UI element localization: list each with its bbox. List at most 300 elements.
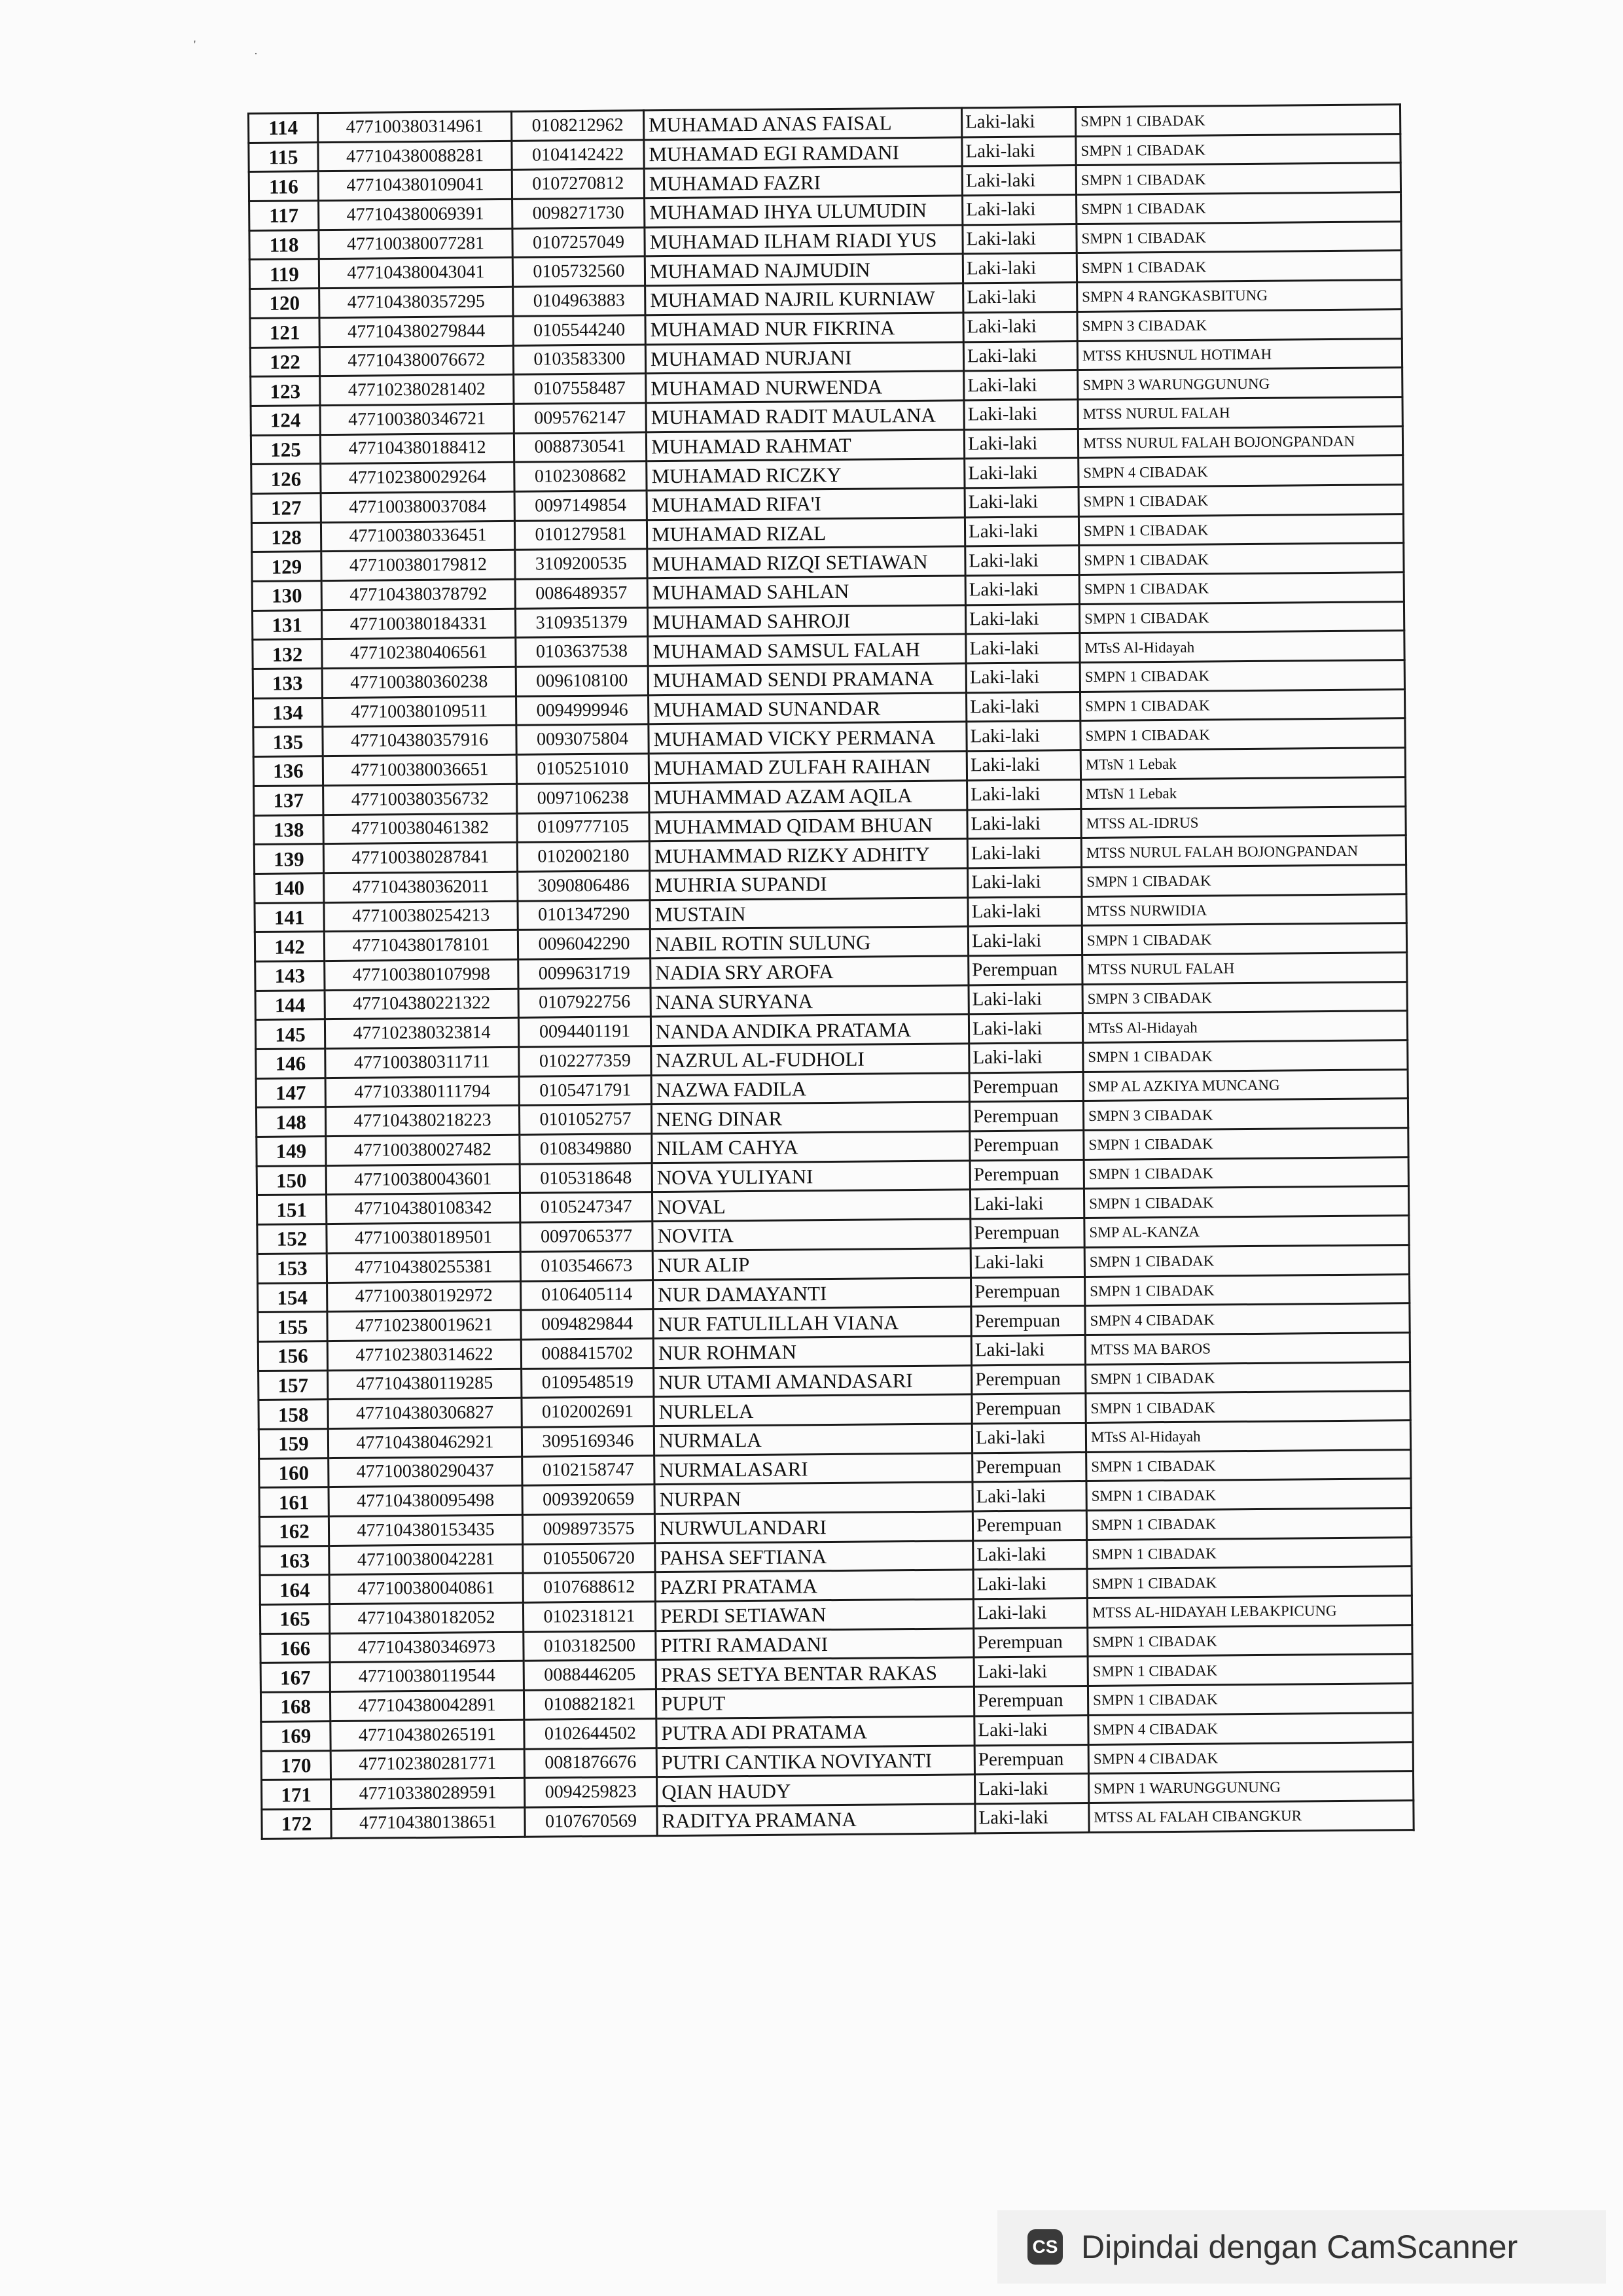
origin-school-cell: MTSS NURUL FALAH [1078,397,1402,429]
gender-cell: Laki-laki [964,370,1078,400]
nis-cell: 0102002180 [517,841,649,872]
nisn-cell: 477104380076672 [319,345,513,376]
nis-cell: 0106405114 [521,1280,653,1310]
student-name-cell: PAHSA SEFTIANA [655,1541,973,1573]
row-number: 119 [249,259,319,289]
nisn-cell: 477104380108342 [326,1193,520,1224]
gender-cell: Perempuan [974,1744,1088,1775]
student-name-cell: NOVITA [652,1219,971,1251]
row-number: 124 [251,406,320,436]
nis-cell: 0088446205 [524,1660,656,1690]
nis-cell: 0098973575 [522,1514,654,1544]
origin-school-cell: MTSS AL FALAH CIBANGKUR [1089,1800,1414,1832]
origin-school-cell: MTSS NURUL FALAH BOJONGPANDAN [1081,836,1406,868]
origin-school-cell: SMPN 3 CIBADAK [1082,981,1407,1014]
row-number: 115 [249,142,318,172]
row-number: 148 [256,1107,325,1137]
gender-cell: Laki-laki [969,1043,1083,1073]
nisn-cell: 477100380119544 [330,1661,524,1692]
student-name-cell: NURMALASARI [654,1453,972,1485]
nis-cell: 0097149854 [514,491,647,521]
student-name-cell: MUHAMAD IHYA ULUMUDIN [645,196,963,228]
nis-cell: 0105506720 [523,1543,655,1573]
student-name-cell: NUR ALIP [652,1248,971,1280]
student-name-cell: MUHAMAD NURJANI [645,342,963,374]
nisn-cell: 477104380042891 [330,1690,524,1721]
nis-cell: 0102318121 [523,1602,655,1632]
gender-cell: Perempuan [972,1364,1086,1394]
nisn-cell: 477100380040861 [329,1574,523,1604]
row-number: 117 [249,201,319,231]
gender-cell: Laki-laki [962,166,1076,196]
origin-school-cell: SMPN 1 CIBADAK [1084,1186,1408,1218]
student-name-cell: PUTRI CANTIKA NOVIYANTI [656,1745,974,1777]
nisn-cell: 477100380356732 [323,784,517,815]
gender-cell: Laki-laki [963,311,1077,342]
row-number: 171 [262,1780,331,1810]
nis-cell: 0103182500 [524,1631,656,1661]
row-number: 118 [249,230,319,260]
nis-cell: 0105247347 [520,1192,652,1222]
nis-cell: 0103583300 [513,344,645,374]
nisn-cell: 477100380336451 [321,521,514,552]
gender-cell: Laki-laki [965,516,1079,546]
gender-cell: Laki-laki [973,1569,1087,1599]
origin-school-cell: SMPN 1 CIBADAK [1086,1508,1411,1540]
gender-cell: Laki-laki [967,838,1081,868]
origin-school-cell: MTSS MA BAROS [1085,1332,1410,1364]
student-name-cell: NURPAN [654,1482,972,1514]
origin-school-cell: SMPN 4 CIBADAK [1085,1303,1410,1335]
nisn-cell: 477104380357916 [323,726,516,756]
student-name-cell: MUHAMAD RICZKY [647,459,965,491]
origin-school-cell: SMPN 1 CIBADAK [1075,105,1400,137]
row-number: 170 [261,1750,330,1780]
gender-cell: Laki-laki [970,1189,1084,1219]
row-number: 147 [256,1078,325,1108]
nis-cell: 0103637538 [516,637,648,667]
row-number: 169 [261,1721,330,1751]
student-name-cell: NILAM CAHYA [652,1131,970,1163]
origin-school-cell: SMPN 1 CIBADAK [1080,660,1404,692]
gender-cell: Laki-laki [968,867,1082,897]
gender-cell: Perempuan [972,1394,1086,1424]
nisn-cell: 477104380346973 [330,1632,524,1663]
nisn-cell: 477102380281771 [330,1749,524,1780]
nisn-cell: 477100380311711 [325,1047,519,1078]
row-number: 135 [253,727,323,757]
nisn-cell: 477104380218223 [325,1106,519,1137]
student-name-cell: NURWULANDARI [654,1511,972,1544]
nisn-cell: 477102380019621 [327,1310,521,1341]
gender-cell: Perempuan [974,1686,1088,1716]
origin-school-cell: SMPN 1 CIBADAK [1082,923,1406,955]
row-number: 165 [260,1604,329,1634]
gender-cell: Laki-laki [963,283,1077,313]
nisn-cell: 477100380043601 [326,1164,520,1195]
student-name-cell: NAZRUL AL-FUDHOLI [651,1044,969,1076]
nis-cell: 0097065377 [520,1222,652,1252]
nis-cell: 3095169346 [522,1426,654,1457]
row-number: 126 [251,464,321,494]
nisn-cell: 477100380037084 [321,491,514,522]
student-name-cell: NABIL ROTIN SULUNG [650,927,968,959]
nisn-cell: 477102380281402 [320,375,514,406]
nisn-cell: 477100380109511 [323,696,516,727]
student-name-cell: NANDA ANDIKA PRATAMA [651,1014,969,1046]
row-number: 166 [260,1633,330,1663]
nisn-cell: 477100380287841 [323,842,517,873]
student-name-cell: MUHAMAD EGI RAMDANI [644,137,962,169]
row-number: 140 [255,873,324,903]
nis-cell: 0099631719 [518,959,651,989]
origin-school-cell: MTsS Al-Hidayah [1082,1011,1407,1043]
student-name-cell: MUHAMAD VICKY PERMANA [649,722,967,754]
student-name-cell: NADIA SRY AROFA [651,956,969,988]
nis-cell: 0105544240 [513,315,645,345]
nisn-cell: 477100380042281 [329,1544,523,1575]
nisn-cell: 477104380279844 [319,316,513,347]
origin-school-cell: SMPN 1 CIBADAK [1077,221,1401,253]
row-number: 152 [257,1224,327,1254]
nisn-cell: 477104380188412 [320,433,514,464]
row-number: 167 [260,1663,330,1693]
gender-cell: Perempuan [970,1131,1084,1161]
nis-cell: 0108212962 [511,111,643,141]
origin-school-cell: SMPN 1 WARUNGGUNUNG [1088,1771,1413,1803]
student-name-cell: NURLELA [654,1394,972,1426]
nisn-cell: 477100380184331 [321,609,515,639]
nisn-cell: 477100380314961 [318,111,512,142]
origin-school-cell: SMPN 1 CIBADAK [1088,1684,1412,1716]
origin-school-cell: SMP AL-KANZA [1084,1216,1409,1248]
row-number: 122 [250,347,319,377]
origin-school-cell: SMPN 1 CIBADAK [1079,573,1404,605]
camscanner-watermark [997,2210,1606,2284]
nisn-cell: 477102380406561 [322,638,516,669]
row-number: 155 [258,1312,327,1342]
nisn-cell: 477104380362011 [324,872,518,902]
nis-cell: 0094259823 [525,1777,657,1807]
row-number: 138 [254,815,323,845]
nisn-cell: 477104380153435 [329,1515,522,1545]
nis-cell: 0109777105 [517,812,649,842]
row-number: 156 [258,1341,327,1371]
origin-school-cell: SMPN 1 CIBADAK [1079,601,1404,633]
row-number: 136 [253,756,323,786]
student-name-cell: MUHAMMAD AZAM AQILA [649,781,967,813]
gender-cell: Laki-laki [974,1657,1088,1687]
row-number: 116 [249,171,318,202]
row-number: 131 [252,610,321,640]
row-number: 163 [260,1545,329,1576]
student-name-cell: NOVA YULIYANI [652,1161,970,1193]
student-name-cell: MUSTAIN [650,897,968,929]
origin-school-cell: SMPN 4 CIBADAK [1079,455,1403,487]
nis-cell: 0102308682 [514,461,647,491]
gender-cell: Laki-laki [975,1803,1089,1833]
origin-school-cell: SMPN 1 CIBADAK [1088,1625,1412,1657]
nisn-cell: 477100380027482 [326,1135,520,1165]
nisn-cell: 477100380346721 [320,404,514,434]
row-number: 143 [255,961,325,991]
origin-school-cell: MTSS NURWIDIA [1082,894,1406,926]
nis-cell: 0093075804 [516,724,649,754]
student-name-cell: MUHAMAD RAHMAT [646,429,964,461]
row-number: 164 [260,1575,329,1605]
nis-cell: 0107688612 [523,1572,655,1602]
row-number: 120 [250,289,319,319]
nis-cell: 0108349880 [520,1134,652,1164]
gender-cell: Laki-laki [963,224,1077,254]
row-number: 133 [253,669,322,699]
nis-cell: 0107922756 [518,987,651,1017]
student-name-cell: MUHAMMAD QIDAM BHUAN [649,809,967,841]
nisn-cell: 477102380314622 [327,1339,521,1370]
row-number: 158 [259,1400,328,1430]
nisn-cell: 477103380111794 [325,1076,519,1107]
row-number: 145 [255,1019,325,1050]
student-name-cell: MUHAMAD RADIT MAULANA [646,400,964,433]
origin-school-cell: SMPN 1 CIBADAK [1077,192,1401,224]
roster-body [249,105,1414,1839]
gender-cell: Laki-laki [965,575,1079,605]
student-list-page [247,103,1415,1839]
gender-cell: Perempuan [969,955,1082,985]
gender-cell: Perempuan [969,1072,1083,1102]
gender-cell: Perempuan [970,1159,1084,1190]
student-name-cell: NAZWA FADILA [651,1073,969,1105]
origin-school-cell: SMPN 1 CIBADAK [1086,1479,1411,1511]
nisn-cell: 477104380138651 [331,1807,525,1838]
row-number: 142 [255,932,324,962]
nisn-cell: 477102380323814 [325,1018,518,1049]
origin-school-cell: SMPN 1 CIBADAK [1080,689,1404,721]
nis-cell: 0105318648 [520,1163,652,1193]
origin-school-cell: SMPN 3 CIBADAK [1077,309,1402,341]
row-number: 139 [254,844,323,874]
gender-cell: Laki-laki [972,1422,1086,1453]
gender-cell: Laki-laki [966,663,1080,693]
student-roster-table [247,103,1415,1839]
nisn-cell: 477104380255381 [327,1252,520,1282]
origin-school-cell: SMPN 1 CIBADAK [1084,1157,1408,1189]
student-name-cell: MUHAMMAD RIZKY ADHITY [649,839,967,871]
origin-school-cell: SMPN 3 WARUNGGUNUNG [1078,368,1402,400]
origin-school-cell: SMPN 1 CIBADAK [1084,1128,1408,1160]
nis-cell: 0107670569 [525,1807,657,1837]
gender-cell: Perempuan [972,1452,1086,1482]
row-number: 134 [253,698,323,728]
nis-cell: 0109548519 [522,1368,654,1398]
nis-cell: 0107257049 [512,227,645,257]
student-name-cell: MUHAMAD SENDI PRAMANA [648,663,966,696]
nisn-cell: 477100380189501 [327,1222,520,1253]
gender-cell: Laki-laki [963,195,1077,225]
origin-school-cell: SMPN 1 CIBADAK [1083,1040,1408,1072]
nisn-cell: 477104380069391 [319,199,512,230]
nisn-cell: 477100380461382 [323,813,517,844]
row-number: 129 [252,552,321,582]
origin-school-cell: MTSS AL-HIDAYAH LEBAKPICUNG [1087,1596,1412,1628]
student-name-cell: MUHAMAD ZULFAH RAIHAN [649,751,967,783]
origin-school-cell: SMPN 1 CIBADAK [1086,1391,1410,1423]
student-name-cell: NUR UTAMI AMANDASARI [654,1365,972,1397]
gender-cell: Laki-laki [964,429,1078,459]
gender-cell: Laki-laki [965,604,1079,634]
row-number: 121 [250,317,319,347]
camscanner-logo-icon: CS [1027,2229,1063,2265]
nis-cell: 0107270812 [512,169,644,199]
row-number: 162 [259,1517,329,1547]
nis-cell: 0101347290 [518,900,650,930]
student-name-cell: NUR DAMAYANTI [653,1277,971,1309]
nis-cell: 0086489357 [515,578,647,609]
nisn-cell: 477104380357295 [319,287,513,317]
student-name-cell: NUR FATULILLAH VIANA [653,1307,971,1339]
gender-cell: Laki-laki [967,779,1081,809]
row-number: 146 [256,1049,325,1079]
origin-school-cell: SMPN 1 CIBADAK [1076,133,1400,166]
camscanner-label: Dipindai dengan CamScanner [1081,2229,1518,2265]
origin-school-cell: SMPN 1 CIBADAK [1088,1654,1412,1686]
gender-cell: Laki-laki [974,1715,1088,1745]
student-name-cell: PAZRI PRATAMA [655,1570,973,1602]
gender-cell: Laki-laki [963,341,1077,371]
nisn-cell: 477104380109041 [318,170,512,201]
origin-school-cell: SMPN 1 CIBADAK [1080,718,1405,751]
student-name-cell: MUHAMAD SAHROJI [647,605,965,637]
nis-cell: 0102644502 [524,1718,656,1748]
nis-cell: 0101279581 [514,520,647,550]
gender-cell: Laki-laki [965,487,1079,517]
row-number: 153 [257,1253,327,1283]
student-name-cell: PITRI RAMADANI [656,1629,974,1661]
nis-cell: 3090806486 [518,871,650,901]
student-name-cell: NOVAL [652,1190,970,1222]
student-name-cell: NENG DINAR [651,1102,969,1134]
gender-cell: Perempuan [971,1218,1084,1248]
row-number: 132 [253,639,322,669]
student-name-cell: MUHAMAD SUNANDAR [649,693,967,725]
gender-cell: Perempuan [971,1306,1085,1336]
origin-school-cell: MTsS Al-Hidayah [1080,631,1404,663]
nisn-cell: 477104380182052 [329,1602,523,1633]
row-number: 137 [254,785,323,815]
nis-cell: 0104142422 [512,139,644,169]
nisn-cell: 477100380192972 [327,1281,521,1312]
origin-school-cell: SMP AL AZKIYA MUNCANG [1083,1069,1408,1101]
nisn-cell: 477104380265191 [330,1720,524,1750]
nisn-cell: 477100380077281 [319,228,512,259]
nis-cell: 0102158747 [522,1455,654,1485]
gender-cell: Laki-laki [966,692,1080,722]
row-number: 149 [257,1137,326,1167]
nisn-cell: 477104380095498 [329,1486,522,1517]
student-name-cell: MUHAMAD FAZRI [644,166,962,198]
nis-cell: 0093920659 [522,1485,654,1515]
nisn-cell: 477104380119285 [328,1369,522,1400]
nis-cell: 0102002691 [522,1397,654,1427]
student-name-cell: PUTRA ADI PRATAMA [656,1716,974,1748]
nisn-cell: 477100380036651 [323,754,516,785]
student-name-cell: QIAN HAUDY [656,1775,974,1807]
scan-speck: · [254,47,258,60]
nis-cell: 0088415702 [521,1339,653,1369]
student-name-cell: MUHAMAD NAJMUDIN [645,254,963,286]
student-name-cell: MUHAMAD SAMSUL FALAH [648,634,966,666]
gender-cell: Perempuan [971,1277,1085,1307]
row-number: 168 [260,1692,330,1722]
nis-cell: 0081876676 [524,1748,656,1778]
student-name-cell: PRAS SETYA BENTAR RAKAS [656,1657,974,1689]
nisn-cell: 477104380178101 [324,930,518,961]
gender-cell: Laki-laki [962,136,1076,166]
student-name-cell: NUR ROHMAN [653,1336,971,1368]
origin-school-cell: SMPN 4 RANGKASBITUNG [1077,280,1402,312]
nisn-cell: 477103380289591 [331,1778,525,1809]
student-name-cell: MUHAMAD SAHLAN [647,576,965,608]
origin-school-cell: SMPN 1 CIBADAK [1076,163,1400,195]
origin-school-cell: MTsN 1 Lebak [1080,748,1405,780]
origin-school-cell: MTsN 1 Lebak [1081,777,1406,809]
row-number: 172 [262,1809,331,1839]
origin-school-cell: SMPN 1 CIBADAK [1086,1449,1411,1481]
nisn-cell: 477104380378792 [321,579,515,610]
nis-cell: 0094829844 [521,1309,653,1339]
nisn-cell: 477100380179812 [321,550,515,581]
origin-school-cell: SMPN 4 CIBADAK [1088,1742,1413,1774]
nis-cell: 0105251010 [516,754,649,784]
row-number: 114 [249,113,318,143]
nis-cell: 0088730541 [514,432,646,462]
nisn-cell: 477100380107998 [325,959,518,990]
gender-cell: Perempuan [974,1627,1088,1657]
gender-cell: Laki-laki [965,546,1079,576]
row-number: 160 [259,1458,329,1488]
nisn-cell: 477100380290437 [329,1457,522,1487]
gender-cell: Perempuan [969,1101,1083,1131]
nis-cell: 3109200535 [515,549,647,579]
nis-cell: 3109351379 [515,607,647,637]
origin-school-cell: SMPN 1 CIBADAK [1087,1566,1412,1598]
nis-cell: 0103546673 [520,1251,652,1281]
origin-school-cell: SMPN 1 CIBADAK [1086,1362,1410,1394]
student-name-cell: NANA SURYANA [651,985,969,1017]
origin-school-cell: SMPN 1 CIBADAK [1079,485,1403,517]
nis-cell: 0108821821 [524,1689,656,1720]
row-number: 154 [258,1282,327,1313]
row-number: 144 [255,990,325,1020]
origin-school-cell: MTSS KHUSNUL HOTIMAH [1077,338,1402,370]
origin-school-cell: SMPN 3 CIBADAK [1083,1099,1408,1131]
nis-cell: 0101052757 [519,1104,651,1135]
student-name-cell: MUHAMAD ANAS FAISAL [643,108,961,140]
gender-cell: Laki-laki [968,896,1082,927]
gender-cell: Laki-laki [967,809,1081,839]
student-name-cell: MUHAMAD NUR FIKRINA [645,313,963,345]
origin-school-cell: SMPN 1 CIBADAK [1087,1537,1412,1569]
nisn-cell: 477104380221322 [325,989,518,1019]
nis-cell: 0098271730 [512,198,645,228]
student-name-cell: MUHAMAD NAJRIL KURNIAW [645,283,963,315]
nisn-cell: 477102380029264 [321,463,514,493]
nis-cell: 0107558487 [514,374,646,404]
origin-school-cell: SMPN 1 CIBADAK [1079,514,1403,546]
gender-cell: Laki-laki [967,751,1080,781]
nisn-cell: 477100380360238 [322,667,516,698]
gender-cell: Laki-laki [963,253,1077,283]
